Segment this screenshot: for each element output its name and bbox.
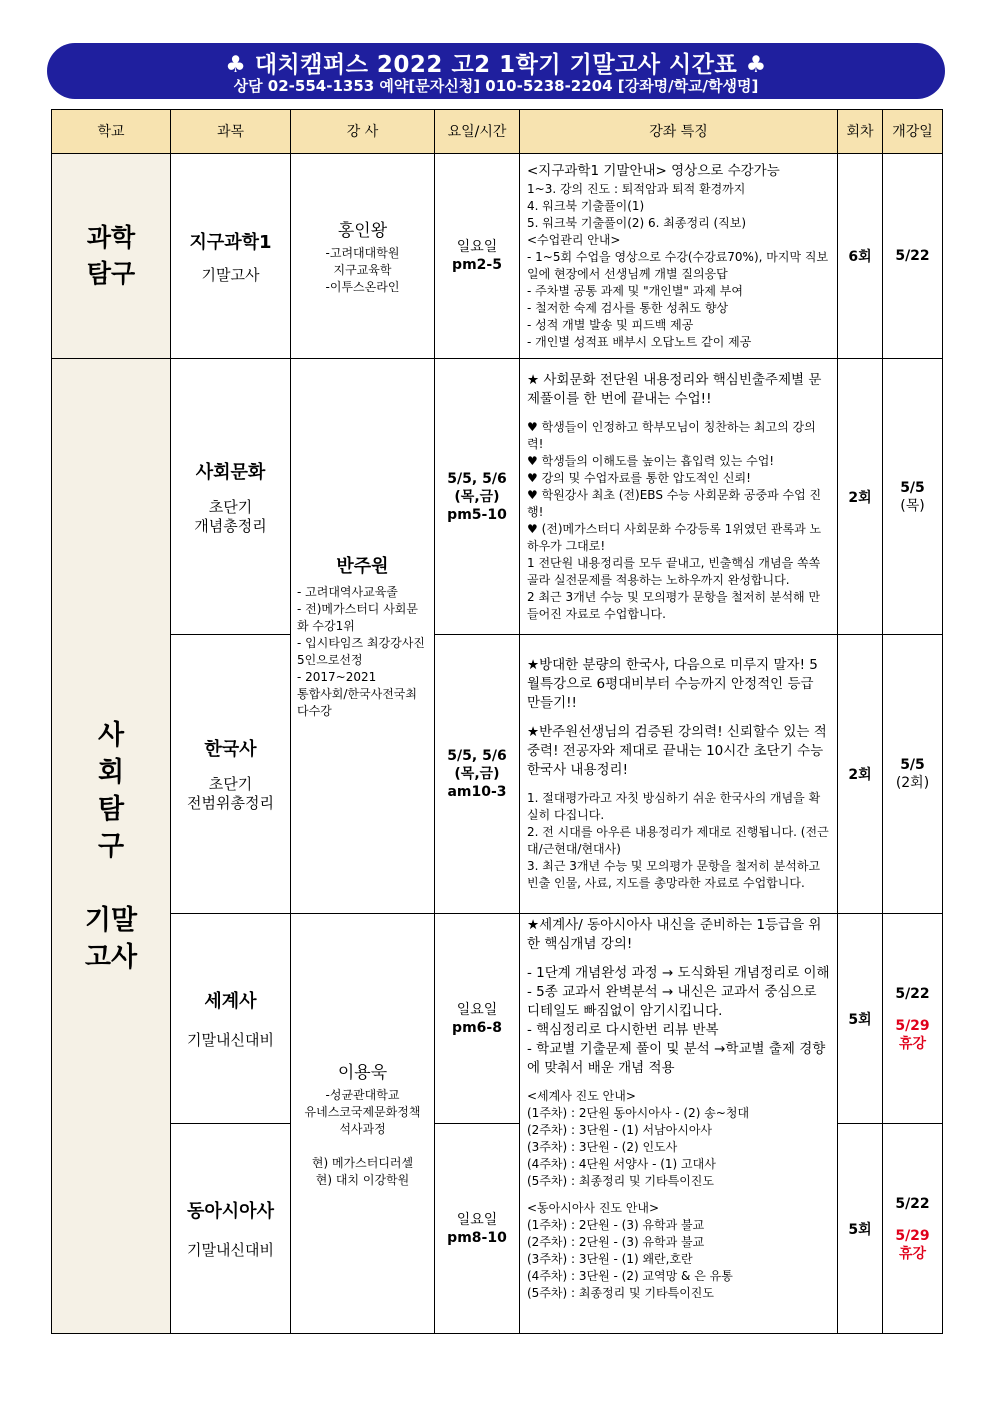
start-cell: 5/22	[883, 154, 943, 359]
time-cell: 일요일 pm8-10	[435, 1124, 520, 1334]
count-cell: 2회	[838, 359, 883, 635]
title-banner	[47, 43, 945, 99]
col-school: 학교	[52, 110, 171, 154]
time-cell: 5/5, 5/6 (목,금) am10-3	[435, 635, 520, 914]
time-cell: 일요일 pm2-5	[435, 154, 520, 359]
features-cell: ★ 사회문화 전단원 내용정리와 핵심빈출주제별 문제풀이를 한 번에 끝내는 수업!! ♥ 학생들이 인정하고 학부모님이 칭찬하는 최고의 강의력! ♥ 학생들의 이해도를 높이는 흡입력 있는 수업! ♥ 강의 및 수업자료를 통한 압도적인 신뢰! ♥ 학원강사 최초 (전)EBS 수능 사회문화 공중파 수업 진행! ♥ (전)메가스터디 사회문화 수강등록 1위였던 관록과 노하우가 그대로! 1 전단원 내용정리를 모두 끝내고, 빈출핵심 개념을 쏙쏙 골라 실전문제를 적용하는 노하우까지 완성합니다. 2 최근 3개년 수능 및 모의평가 문항을 철저히 분석해 만들어진 자료로 수업합니다.	[520, 359, 838, 635]
subject-cell: 사회문화 초단기 개념총정리	[171, 359, 291, 635]
start-cell: 5/5 (목)	[883, 359, 943, 635]
time-cell: 5/5, 5/6 (목,금) pm5-10	[435, 359, 520, 635]
col-time: 요일/시간	[435, 110, 520, 154]
table-row	[52, 154, 943, 359]
count-cell: 6회	[838, 154, 883, 359]
header-row	[52, 110, 943, 154]
col-features: 강좌 특징	[520, 110, 838, 154]
col-subject: 과목	[171, 110, 291, 154]
subject-cell: 세계사 기말내신대비	[171, 914, 291, 1124]
start-cell: 5/22 5/29 휴강	[883, 1124, 943, 1334]
subject-cell: 한국사 초단기 전범위총정리	[171, 635, 291, 914]
count-cell: 5회	[838, 1124, 883, 1334]
count-cell: 2회	[838, 635, 883, 914]
col-teacher: 강 사	[291, 110, 435, 154]
area-science: 과학 탐구	[52, 154, 171, 359]
time-cell: 일요일 pm6-8	[435, 914, 520, 1124]
features-cell: ★세계사/ 동아시아사 내신을 준비하는 1등급을 위한 핵심개념 강의! - 1단계 개념완성 과정 → 도식화된 개념정리로 이해 - 5종 교과서 완벽분석 → 내신은 교과서 중심으로 디테일도 빠짐없이 암기시킵니다. - 핵심정리로 다시한번 리뷰 반복 - 학교별 기출문제 풀이 및 분석 →학교별 출제 경향에 맞춰서 배운 개념 적용 <세계사 진도 안내> (1주차) : 2단원 동아시아사 - (2) 송~청대 (2주차) : 3단원 - (1) 서남아시아사 (3주차) : 3단원 - (2) 인도사 (4주차) : 4단원 서양사 - (1) 고대사 (5주차) : 최종정리 및 기타특이진도 <동아시아사 진도 안내> (1주차) : 2단원 - (3) 유학과 불교 (2주차) : 2단원 - (3) 유학과 불교 (3주차) : 3단원 - (1) 왜란,호란 (4주차) : 3단원 - (2) 교역망 & 은 유통 (5주차) : 최종정리 및 기타특이진도	[520, 914, 838, 1334]
teacher-cell: 이용욱 -성균관대학교 유네스코국제문화정책 석사과정 현) 메가스터디러셀 현) 대치 이강학원	[291, 914, 435, 1334]
count-cell: 5회	[838, 914, 883, 1124]
start-cell: 5/22 5/29 휴강	[883, 914, 943, 1124]
col-count: 회차	[838, 110, 883, 154]
start-cell: 5/5 (2회)	[883, 635, 943, 914]
page-title: ♣ 대치캠퍼스 2022 고2 1학기 기말고사 시간표 ♣	[225, 52, 767, 78]
features-cell: ★방대한 분량의 한국사, 다음으로 미루지 말자! 5월특강으로 6평대비부터 수능까지 안정적인 등급 만들기!! ★반주원선생님의 검증된 강의력! 신뢰할수 있는 적중력! 전공자와 제대로 끝내는 10시간 초단기 수능 한국사 내용정리! 1. 절대평가라고 자칫 방심하기 쉬운 한국사의 개념을 확실히 다집니다. 2. 전 시대를 아우른 내용정리가 제대로 진행됩니다. (전근대/근현대/현대사) 3. 최근 3개년 수능 및 모의평가 문항을 철저히 분석하고 빈출 인물, 사료, 지도를 총망라한 자료로 수업합니다.	[520, 635, 838, 914]
teacher-cell: 홍인왕 -고려대대학원 지구교육학 -이투스온라인	[291, 154, 435, 359]
features-cell: <지구과학1 기말안내> 영상으로 수강가능 1~3. 강의 진도 : 퇴적암과 퇴적 환경까지 4. 워크북 기출풀이(1) 5. 워크북 기출풀이(2) 6. 최종정리 (직보) <수업관리 안내> - 1~5회 수업을 영상으로 수강(수강료70%), 마지막 직보일에 현장에서 선생님께 개별 질의응답 - 주차별 공통 과제 및 "개인별" 과제 부여 - 철저한 숙제 검사를 통한 성취도 향상 - 성적 개별 발송 및 피드백 제공 - 개인별 성적표 배부시 오답노트 같이 제공	[520, 154, 838, 359]
schedule-table	[51, 109, 943, 1334]
table-row	[52, 914, 943, 1124]
teacher-cell: 반주원 - 고려대역사교육졸 - 전)메가스터디 사회문화 수강1위 - 입시타임즈 최강강사진5인으로선정 - 2017~2021 통합사회/한국사전국최다수강	[291, 359, 435, 914]
contact-line: 상담 02-554-1353 예약[문자신청] 010-5238-2204 [강좌명/학교/학생명]	[233, 77, 759, 95]
subject-cell: 지구과학1 기말고사	[171, 154, 291, 359]
subject-cell: 동아시아사 기말내신대비	[171, 1124, 291, 1334]
table-row	[52, 635, 943, 914]
area-social: 사 회 탐 구 기말 고사	[52, 359, 171, 1334]
col-start: 개강일	[883, 110, 943, 154]
table-row	[52, 359, 943, 635]
